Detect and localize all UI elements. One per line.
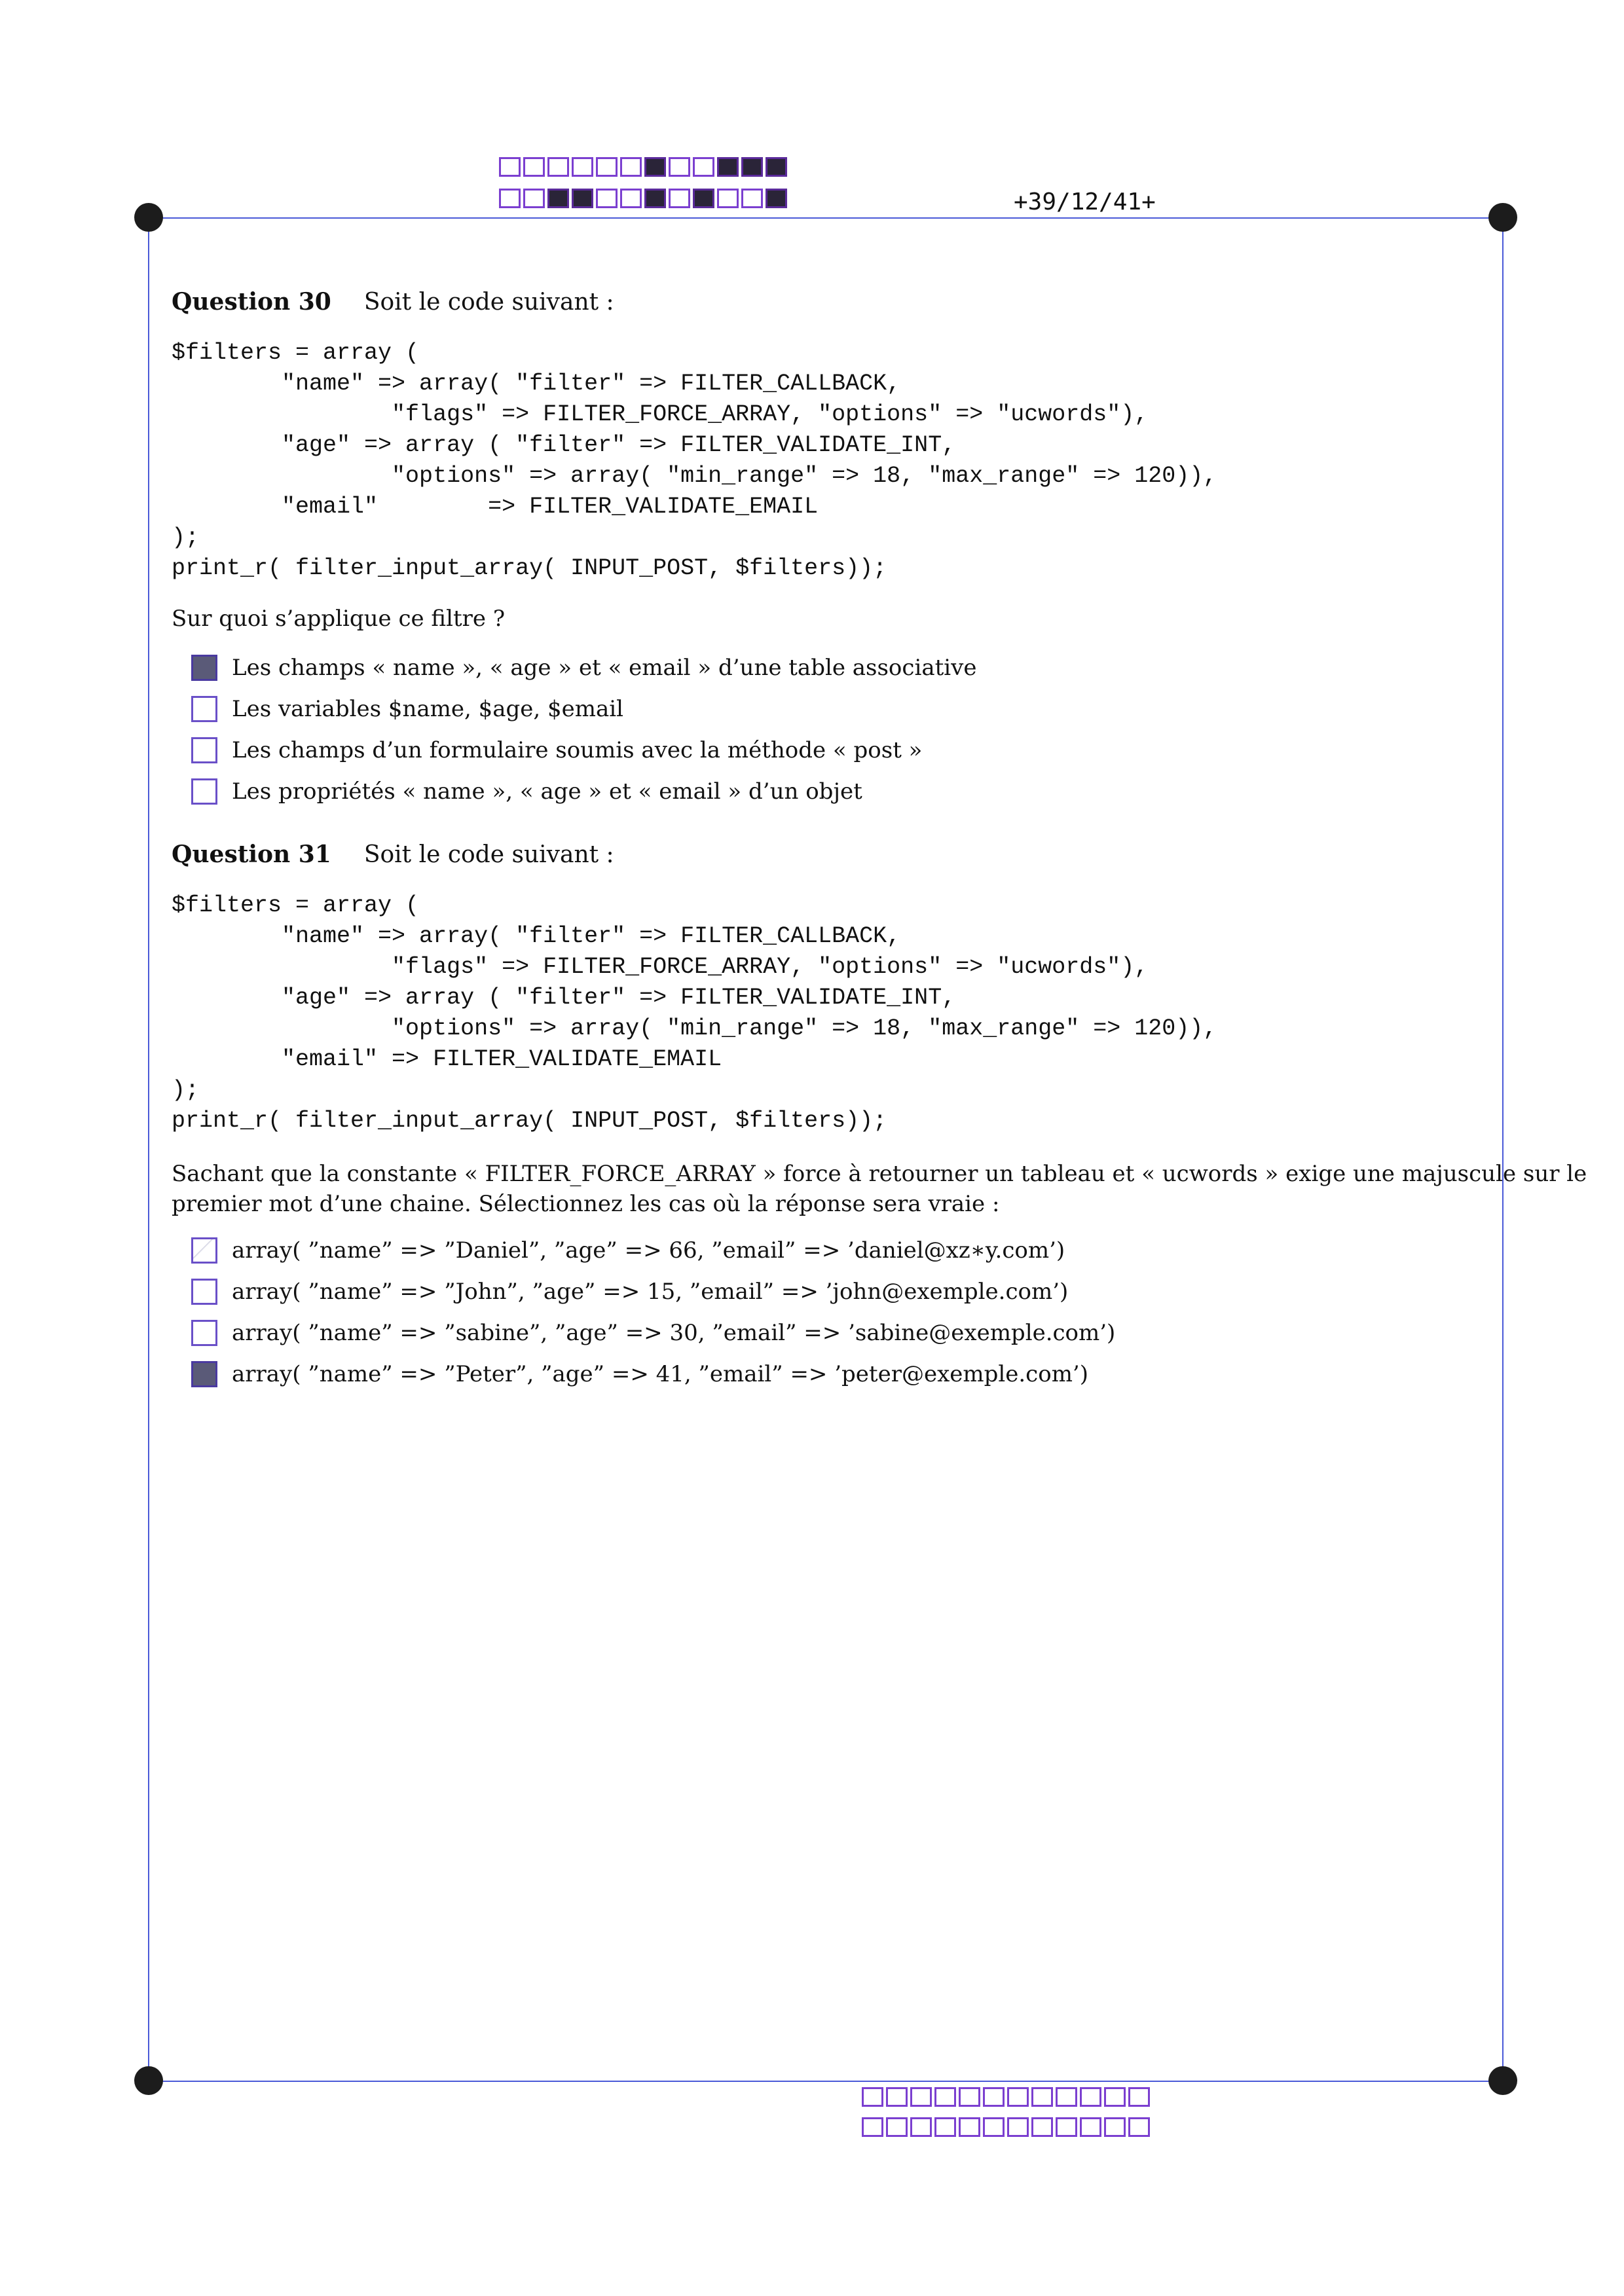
- q31-choice-1-checkbox[interactable]: [191, 1237, 217, 1264]
- code-box: [741, 189, 763, 208]
- code-box: [547, 157, 569, 177]
- q31-choice-4-label: array( ”name” => ”Peter”, ”age” => 41, ”email” => ’peter@exemple.com’): [232, 1361, 1089, 1387]
- code-box: [1080, 2117, 1101, 2137]
- q30-choice-1-label: Les champs « name », « age » et « email » d’une table associative: [232, 655, 977, 681]
- code-box: [1056, 2087, 1077, 2107]
- question-31-code: $filters = array ( "name" => array( "filter" => FILTER_CALLBACK, "flags" => FILTER_FORCE_ARRAY, "options" => "ucwords"), "age" => array ( "filter" => FILTER_VALIDATE_INT, "options" => array( "min_range" => 18, "max_range" => 120)), "email" => FILTER_VALIDATE_EMAIL ); print_r( filter_input_array( INPUT_POST, $filters));: [172, 892, 1217, 1134]
- code-box: [766, 157, 787, 177]
- code-box: [693, 157, 714, 177]
- corner-mark-top-left: [134, 203, 163, 232]
- code-box: [862, 2117, 883, 2137]
- code-box: [499, 157, 521, 177]
- question-number: Question 31: [172, 841, 331, 868]
- code-box: [1080, 2087, 1101, 2107]
- q31-choice-1-label: array( ”name” => ”Daniel”, ”age” => 66, ”email” => ’daniel@xz∗y.com’): [232, 1237, 1065, 1264]
- code-box: [983, 2087, 1005, 2107]
- code-box: [766, 189, 787, 208]
- q31-choice-3-checkbox[interactable]: [191, 1320, 217, 1346]
- page-id: +39/12/41+: [1014, 189, 1156, 215]
- code-box: [1128, 2117, 1150, 2137]
- code-box: [1031, 2117, 1053, 2137]
- top-code-boxes-row-1: [499, 157, 790, 177]
- q30-choice-4-checkbox[interactable]: [191, 778, 217, 805]
- code-box: [596, 157, 618, 177]
- q31-choice-1[interactable]: [191, 1237, 1065, 1264]
- code-box: [741, 157, 763, 177]
- question-31-prompt-line-1: Sachant que la constante « FILTER_FORCE_ARRAY » force à retourner un tableau et « ucwords » exige une majuscule sur le: [172, 1161, 1587, 1187]
- code-box: [596, 189, 618, 208]
- q31-choice-2[interactable]: [191, 1279, 1068, 1305]
- code-box: [523, 157, 545, 177]
- q30-choice-4-label: Les propriétés « name », « age » et « email » d’un objet: [232, 778, 862, 805]
- question-intro: Soit le code suivant :: [363, 841, 614, 868]
- q31-choice-2-label: array( ”name” => ”John”, ”age” => 15, ”email” => ’john@exemple.com’): [232, 1279, 1069, 1305]
- code-box: [693, 189, 714, 208]
- code-box: [959, 2117, 980, 2137]
- code-box: [669, 189, 690, 208]
- code-box: [1007, 2087, 1029, 2107]
- top-code-boxes-row-2: [499, 189, 790, 208]
- question-intro: Soit le code suivant :: [363, 289, 614, 316]
- code-box: [910, 2117, 932, 2137]
- code-box: [1056, 2117, 1077, 2137]
- code-box: [572, 189, 593, 208]
- q31-choice-4[interactable]: [191, 1361, 1088, 1387]
- corner-mark-bottom-right: [1488, 2066, 1517, 2095]
- q30-choice-2[interactable]: [191, 696, 623, 722]
- code-box: [620, 157, 642, 177]
- code-box: [1031, 2087, 1053, 2107]
- code-box: [717, 157, 739, 177]
- bottom-code-boxes-row-2: [862, 2117, 1153, 2137]
- code-box: [934, 2117, 956, 2137]
- q30-choice-4[interactable]: [191, 778, 862, 805]
- code-box: [620, 189, 642, 208]
- q30-choice-3-checkbox[interactable]: [191, 737, 217, 763]
- question-30-code: $filters = array ( "name" => array( "filter" => FILTER_CALLBACK, "flags" => FILTER_FORCE_ARRAY, "options" => "ucwords"), "age" => array ( "filter" => FILTER_VALIDATE_INT, "options" => array( "min_range" => 18, "max_range" => 120)), "email" => FILTER_VALIDATE_EMAIL ); print_r( filter_input_array( INPUT_POST, $filters));: [172, 340, 1217, 581]
- frame-top-line: [148, 217, 1504, 219]
- code-box: [644, 157, 666, 177]
- code-box: [572, 157, 593, 177]
- question-31-heading: [172, 841, 614, 868]
- code-box: [1104, 2117, 1126, 2137]
- q31-choice-4-checkbox[interactable]: [191, 1361, 217, 1387]
- corner-mark-bottom-left: [134, 2066, 163, 2095]
- frame-right-line: [1502, 217, 1504, 2082]
- code-box: [862, 2087, 883, 2107]
- code-box: [644, 189, 666, 208]
- code-box: [886, 2087, 908, 2107]
- bottom-code-boxes-row-1: [862, 2087, 1153, 2107]
- code-box: [886, 2117, 908, 2137]
- q30-choice-3-label: Les champs d’un formulaire soumis avec la méthode « post »: [232, 737, 923, 763]
- code-box: [669, 157, 690, 177]
- frame-left-line: [148, 217, 149, 2082]
- corner-mark-top-right: [1488, 203, 1517, 232]
- code-box: [1007, 2117, 1029, 2137]
- code-box: [934, 2087, 956, 2107]
- q31-choice-3[interactable]: [191, 1320, 1115, 1346]
- code-box: [523, 189, 545, 208]
- frame-bottom-line: [148, 2081, 1504, 2082]
- code-box: [499, 189, 521, 208]
- code-box: [1104, 2087, 1126, 2107]
- q31-choice-3-label: array( ”name” => ”sabine”, ”age” => 30, ”email” => ’sabine@exemple.com’): [232, 1320, 1116, 1346]
- code-box: [959, 2087, 980, 2107]
- q30-choice-1[interactable]: [191, 655, 976, 681]
- question-31-prompt-line-2: premier mot d’une chaine. Sélectionnez les cas où la réponse sera vraie :: [172, 1191, 1000, 1217]
- question-30-prompt: Sur quoi s’applique ce filtre ?: [172, 606, 506, 632]
- q31-choice-2-checkbox[interactable]: [191, 1279, 217, 1305]
- code-box: [547, 189, 569, 208]
- question-30-heading: [172, 288, 614, 316]
- q30-choice-2-checkbox[interactable]: [191, 696, 217, 722]
- code-box: [1128, 2087, 1150, 2107]
- question-number: Question 30: [172, 288, 331, 316]
- q30-choice-3[interactable]: [191, 737, 922, 763]
- code-box: [910, 2087, 932, 2107]
- q30-choice-1-checkbox[interactable]: [191, 655, 217, 681]
- q30-choice-2-label: Les variables $name, $age, $email: [232, 696, 624, 722]
- code-box: [983, 2117, 1005, 2137]
- code-box: [717, 189, 739, 208]
